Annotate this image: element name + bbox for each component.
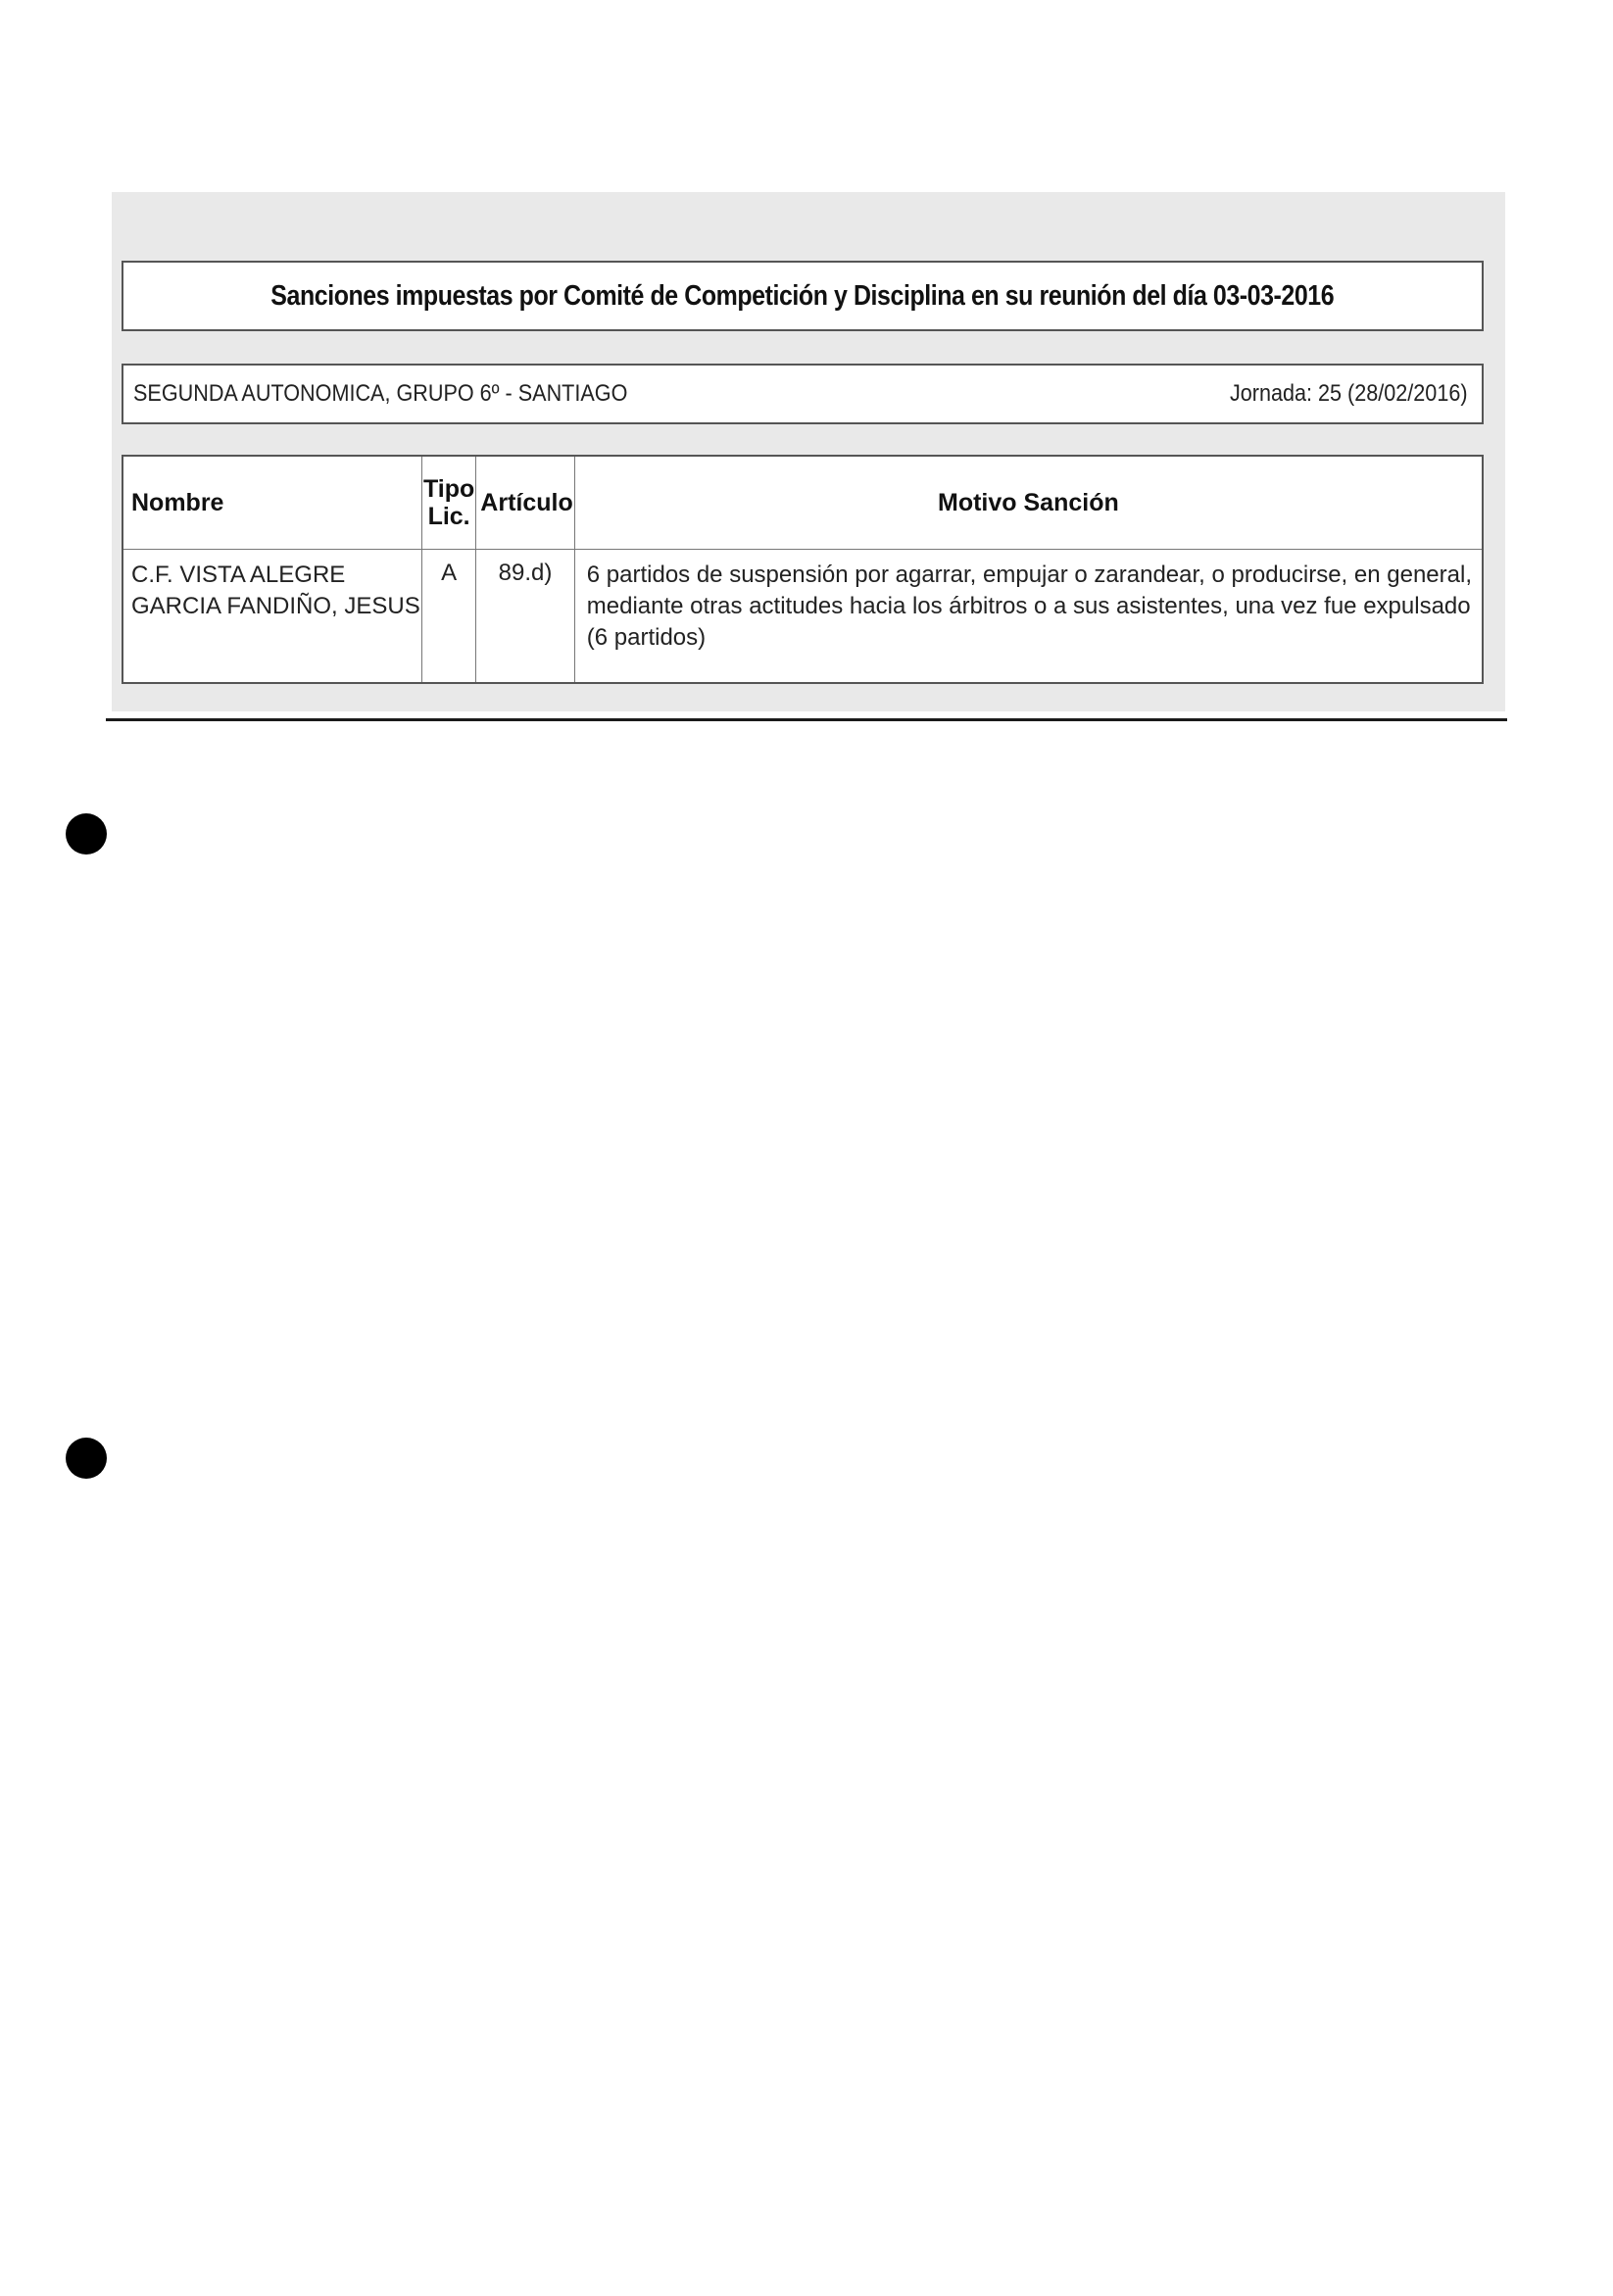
column-header-articulo: Artículo bbox=[476, 456, 574, 550]
panel-bottom-rule bbox=[106, 718, 1507, 721]
motivo-line: mediante otras actitudes hacia los árbitros o a sus asistentes, una vez fue expulsado bbox=[586, 593, 1471, 619]
document-title: Sanciones impuestas por Comité de Competición y Disciplina en su reunión del día 03-03-2016 bbox=[270, 279, 1335, 312]
jornada-label: Jornada: 25 (28/02/2016) bbox=[1230, 380, 1468, 407]
column-header-nombre: Nombre bbox=[122, 456, 421, 550]
club-name: C.F. VISTA ALEGRE bbox=[131, 562, 346, 588]
column-header-lic: Lic. bbox=[427, 503, 470, 530]
punch-hole-bottom bbox=[66, 1438, 107, 1479]
cell-articulo: 89.d) bbox=[476, 550, 574, 684]
punch-hole-top bbox=[66, 813, 107, 855]
group-header bbox=[122, 364, 1484, 424]
motivo-line: (6 partidos) bbox=[586, 624, 707, 651]
group-name: SEGUNDA AUTONOMICA, GRUPO 6º - SANTIAGO bbox=[133, 380, 628, 407]
player-name: GARCIA FANDIÑO, JESUS bbox=[131, 593, 420, 619]
sanctions-table bbox=[122, 455, 1484, 684]
table-row bbox=[122, 550, 1483, 684]
motivo-line: 6 partidos de suspensión por agarrar, empujar o zarandear, o producirse, en general, bbox=[586, 562, 1472, 588]
cell-motivo bbox=[574, 550, 1483, 684]
column-header-motivo: Motivo Sanción bbox=[574, 456, 1483, 550]
cell-tipo-lic: A bbox=[421, 550, 475, 684]
title-box bbox=[122, 261, 1484, 331]
table-header-row bbox=[122, 456, 1483, 550]
cell-nombre bbox=[122, 550, 421, 684]
column-header-tipo: Tipo bbox=[422, 475, 475, 503]
column-header-tipo-lic bbox=[421, 456, 475, 550]
